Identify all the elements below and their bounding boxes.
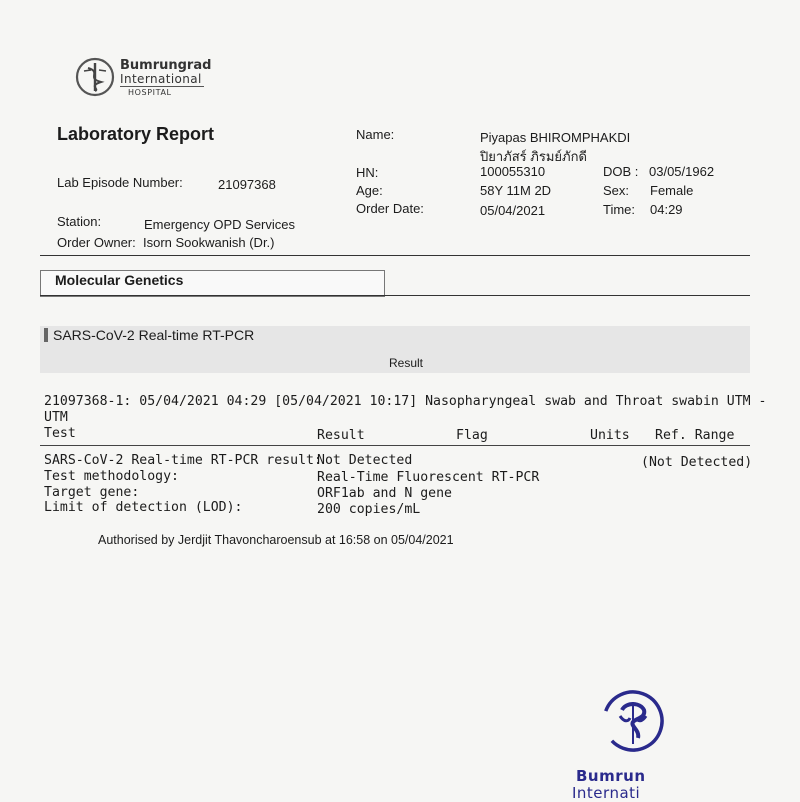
- sex-label: Sex:: [603, 183, 630, 198]
- page-title: Laboratory Report: [57, 124, 215, 144]
- section-title: Molecular Genetics: [55, 272, 184, 288]
- lab-episode-value: 21097368: [218, 177, 276, 192]
- age-value: 58Y 11M 2D: [480, 183, 552, 198]
- name-label: Name:: [356, 127, 395, 142]
- time-value: 04:29: [650, 202, 683, 217]
- cell-result: 200 copies/mL: [317, 502, 421, 517]
- cell-ref-range: (Not Detected): [641, 455, 753, 470]
- column-header-result: Result: [317, 428, 365, 443]
- station-label: Station:: [57, 214, 102, 229]
- specimen-line-1: 21097368-1: 05/04/2021 04:29 [05/04/2021 10:17] Nasopharyngeal swab and Throat swabin UTM -: [44, 394, 767, 409]
- test-title: SARS-CoV-2 Real-time RT-PCR: [53, 327, 255, 343]
- column-header-ref-range: Ref. Range: [655, 428, 735, 443]
- stamp-line1: Bumrun: [576, 767, 646, 785]
- lab-episode-label: Lab Episode Number:: [57, 175, 183, 190]
- order-date-value: 05/04/2021: [480, 203, 546, 218]
- dob-value: 03/05/1962: [649, 164, 715, 179]
- column-header-units: Units: [590, 428, 630, 443]
- cell-result: Real-Time Fluorescent RT-PCR: [317, 470, 540, 485]
- hn-label: HN:: [356, 165, 379, 180]
- stamp-emblem-icon: [600, 688, 666, 754]
- logo-divider: [120, 86, 204, 87]
- table-header-rule: [40, 445, 750, 446]
- cell-test: Limit of detection (LOD):: [44, 500, 243, 515]
- stamp-line2: Internati: [572, 784, 641, 802]
- order-owner-value: Isorn Sookwanish (Dr.): [143, 235, 275, 250]
- authorisation-note: Authorised by Jerdjit Thavoncharoensub at 16:58 on 05/04/2021: [98, 533, 454, 547]
- cell-result: Not Detected: [317, 453, 413, 468]
- order-date-label: Order Date:: [356, 201, 424, 216]
- age-label: Age:: [356, 183, 383, 198]
- hn-value: 100055310: [480, 164, 546, 179]
- logo-name-line2: International: [120, 72, 202, 86]
- sex-value: Female: [650, 183, 694, 198]
- section-top-rule: [40, 255, 750, 256]
- time-label: Time:: [603, 202, 636, 217]
- column-header-flag: Flag: [456, 428, 488, 443]
- cell-test: Target gene:: [44, 485, 140, 500]
- cell-result: ORF1ab and N gene: [317, 486, 452, 501]
- specimen-line-2: UTM: [44, 410, 68, 425]
- hospital-emblem-icon: [74, 56, 116, 98]
- station-value: Emergency OPD Services: [144, 217, 295, 232]
- section-bottom-rule: [40, 295, 750, 296]
- order-owner-label: Order Owner:: [57, 235, 136, 250]
- logo-name-line1: Bumrungrad: [120, 58, 212, 73]
- test-marker: [44, 328, 48, 342]
- cell-test: Test methodology:: [44, 469, 179, 484]
- dob-label: DOB :: [603, 164, 639, 179]
- column-header-test: Test: [44, 426, 76, 441]
- cell-test: SARS-CoV-2 Real-time RT-PCR result:: [44, 453, 322, 468]
- logo-name-line3: HOSPITAL: [128, 88, 172, 97]
- patient-name-thai: ปิยาภัสร์ ภิรมย์ภักดี: [480, 149, 587, 164]
- patient-name: Piyapas BHIROMPHAKDI: [480, 130, 631, 145]
- result-label: Result: [389, 356, 424, 370]
